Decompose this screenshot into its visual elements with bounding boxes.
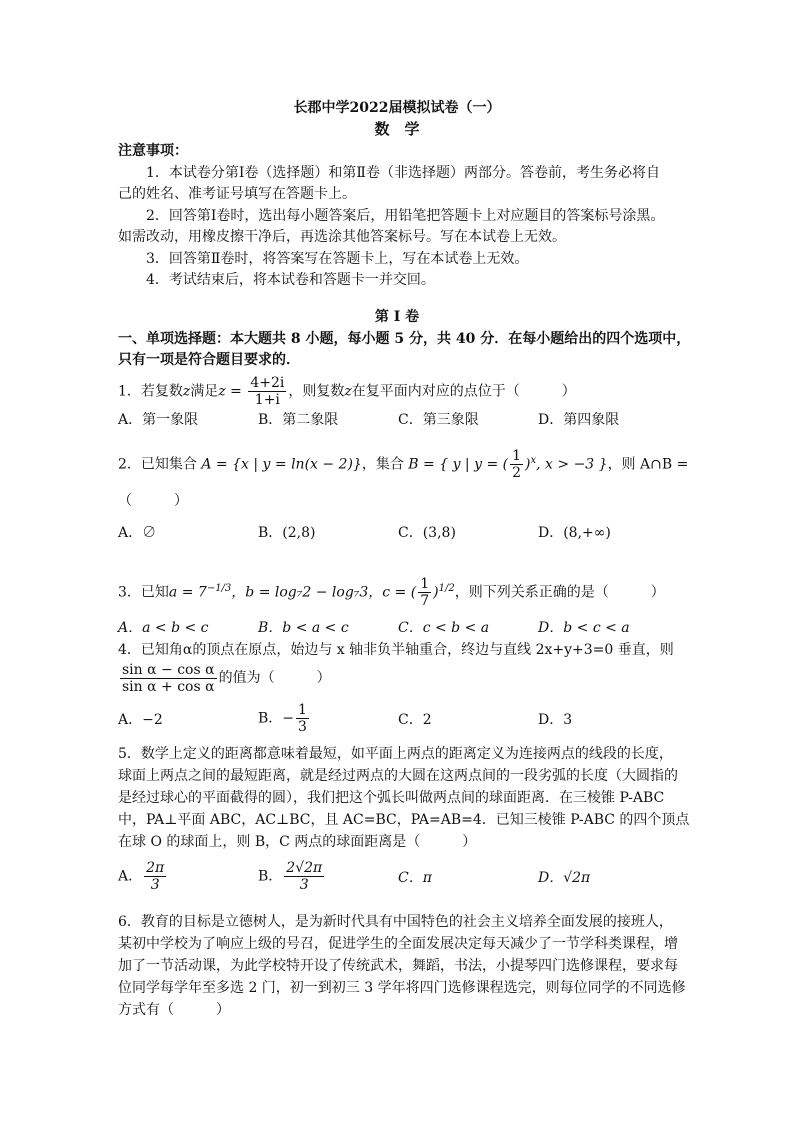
question-6-line-4: 位同学每学年至多选 2 门，初一到初三 3 学年将四门选修课程选完，则每位同学的不同选修: [118, 980, 686, 996]
question-2-stem: [118, 448, 689, 482]
q1-var-z-2: z: [344, 383, 352, 400]
q4-fraction: [120, 662, 217, 695]
q1-suffix-2: 在复平面内对应的点位于（ ）: [351, 383, 576, 400]
q3-c-den: 7: [420, 593, 430, 610]
q5-option-b: [258, 860, 326, 893]
q3-prefix: 3．已知: [118, 584, 169, 601]
question-4-line-2: [118, 661, 680, 695]
q2-set-a: A = {x | y = ln(x − 2)}: [201, 456, 362, 473]
q3-option-a: A．a < b < c: [118, 620, 209, 636]
section-heading-line-2: 只有一项是符合题目要求的．: [118, 352, 300, 368]
q5-option-b-fraction: [284, 860, 324, 893]
q5-option-c: C．π: [398, 870, 432, 886]
notice-heading: 注意事项：: [118, 143, 188, 159]
q3-suffix: ，则下列关系正确的是（ ）: [454, 584, 665, 601]
q1-var-z-eq: z =: [218, 383, 247, 400]
q2-set-b-exp: x: [530, 455, 537, 466]
q1-var-z: z: [182, 383, 191, 400]
q3-option-b: B．b < a < c: [258, 620, 349, 636]
q4-option-b-num: 1: [298, 702, 307, 718]
notice-item-1-line-1: 1．本试卷分第Ⅰ卷（选择题）和第Ⅱ卷（非选择题）两部分。答卷前，考生务必将自: [146, 165, 660, 181]
q5-option-a-num: 2π: [146, 860, 165, 876]
q2-set-b-den: 2: [512, 465, 522, 482]
question-1-stem: [118, 375, 680, 408]
question-3-stem: [118, 575, 680, 609]
q4-suffix: 的值为（ ）: [218, 670, 331, 686]
question-6-line-5: 方式有（ ）: [118, 1002, 230, 1018]
q3-c-fraction: [418, 576, 431, 609]
question-6-line-1: 6．教育的目标是立德树人，是为新时代具有中国特色的社会主义培养全面发展的接班人，: [118, 914, 673, 930]
q5-option-b-prefix: B．: [258, 868, 283, 885]
q3-b-def: ，b = log₇2 − log₇3，c = (: [231, 584, 417, 601]
question-5-line-1: 5．数学上定义的距离都意味着最短，如平面上两点的距离定义为连接两点的线段的长度，: [118, 746, 673, 762]
q1-option-c: C．第三象限: [398, 412, 479, 428]
q2-prefix: 2．已知集合: [118, 456, 197, 473]
q1-option-a: A．第一象限: [118, 412, 199, 428]
q1-mid: 满足: [190, 383, 219, 400]
q2-answer-paren: （ ）: [118, 493, 188, 509]
q1-option-b: B．第二象限: [258, 412, 339, 428]
q3-option-c: C．c < b < a: [398, 620, 490, 636]
q2-suffix: ，则 A∩B =: [607, 456, 689, 473]
q2-set-b-pre: B = { y | y = (: [408, 456, 509, 473]
q4-option-a: A．−2: [118, 712, 163, 728]
q4-option-d: D．3: [538, 712, 573, 728]
question-4-line-1: 4．已知角α的顶点在原点，始边与 x 轴非负半轴重合，终边与直线 2x+y+3=0 垂直，则: [118, 642, 674, 658]
q3-a-exp: −1/3: [206, 583, 232, 594]
question-5-line-2: 球面上两点之间的最短距离，就是经过两点的大圆在这两点间的一段劣弧的长度（大圆指的: [118, 768, 678, 784]
notice-item-2-line-1: 2．回答第Ⅰ卷时，选出每小题答案后，用铅笔把答题卡上对应题目的答案标号涂黑。: [146, 208, 665, 224]
q5-option-a-den: 3: [150, 877, 160, 893]
notice-item-2-line-2: 如需改动，用橡皮擦干净后，再选涂其他答案标号。写在本试卷上无效。: [118, 229, 566, 245]
q3-c-exp: 1/2: [438, 583, 455, 594]
q1-option-d: D．第四象限: [538, 412, 620, 428]
q1-suffix: ，则复数: [288, 383, 345, 400]
q5-option-d: D．√2π: [538, 870, 591, 886]
q1-z-letter: z: [218, 383, 226, 400]
q5-option-a-fraction: [144, 860, 166, 893]
q2-option-c: C．(3,8): [398, 525, 456, 541]
q2-option-a: A．∅: [118, 525, 157, 541]
q4-option-c: C．2: [398, 712, 432, 728]
section-heading-line-1: 一、单项选择题：本大题共 8 小题，每小题 5 分，共 40 分．在每小题给出的四个选项中，: [118, 331, 691, 347]
q3-c-post: ): [433, 584, 439, 601]
q4-option-b-prefix: B．−: [258, 710, 295, 727]
notice-item-3: 3．回答第Ⅱ卷时，将答案写在答题卡上，写在本试卷上无效。: [146, 251, 529, 267]
question-6-line-3: 加了一节活动课，为此学校特开设了传统武术，舞蹈，书法，小提琴四门选修课程，要求每: [118, 958, 678, 974]
notice-item-4: 4．考试结束后，将本试卷和答题卡一并交回。: [146, 272, 435, 288]
q2-option-b: B．(2,8): [258, 525, 316, 541]
q5-option-b-num: 2√2π: [286, 860, 323, 876]
q5-option-b-den: 3: [299, 877, 309, 893]
part-1-title: 第 Ⅰ 卷: [374, 309, 420, 325]
q1-fraction-den: 1+i: [254, 392, 280, 408]
q1-fraction-num: 4+2i: [250, 375, 285, 391]
subject-title: 数 学: [374, 120, 420, 138]
q5-option-a: [118, 860, 168, 893]
q4-option-b: [258, 702, 311, 735]
q3-c-num: 1: [420, 576, 430, 593]
q2-set-b-tail: , x > −3 }: [536, 456, 608, 473]
notice-item-1-line-2: 己的姓名、准考证号填写在答题卡上。: [118, 186, 356, 202]
q2-set-b-num: 1: [512, 448, 522, 465]
q1-prefix: 1．若复数: [118, 383, 183, 400]
question-6-line-2: 某初中学校为了响应上级的号召，促进学生的全面发展决定每天减少了一节学科类课程，增: [118, 936, 678, 952]
q4-fraction-den: sin α + cos α: [122, 678, 215, 695]
q4-option-b-den: 3: [298, 719, 307, 735]
question-5-line-3: 是经过球心的平面截得的圆），我们把这个弧长叫做两点间的球面距离．在三棱锥 P-ABC: [118, 790, 665, 806]
question-5-line-5: 在球 O 的球面上，则 B，C 两点的球面距离是（ ）: [118, 834, 477, 850]
q5-option-a-prefix: A．: [118, 868, 143, 885]
question-5-line-4: 中，PA⊥平面 ABC，AC⊥BC，且 AC=BC，PA=AB=4．已知三棱锥 P-ABC 的四个顶点: [118, 812, 690, 828]
q4-fraction-num: sin α − cos α: [122, 661, 215, 678]
q1-fraction: [248, 375, 286, 408]
q2-mid: ，集合: [361, 456, 404, 473]
q4-option-b-fraction: [296, 702, 309, 735]
q3-a-def: a = 7: [168, 584, 207, 601]
q3-option-d: D．b < c < a: [538, 620, 630, 636]
exam-title: 长郡中学2022届模拟试卷（一）: [293, 100, 501, 116]
q2-set-b-fraction: [510, 448, 523, 481]
q2-option-d: D．(8,+∞): [538, 525, 611, 541]
q2-set-b-post: ): [525, 456, 531, 473]
